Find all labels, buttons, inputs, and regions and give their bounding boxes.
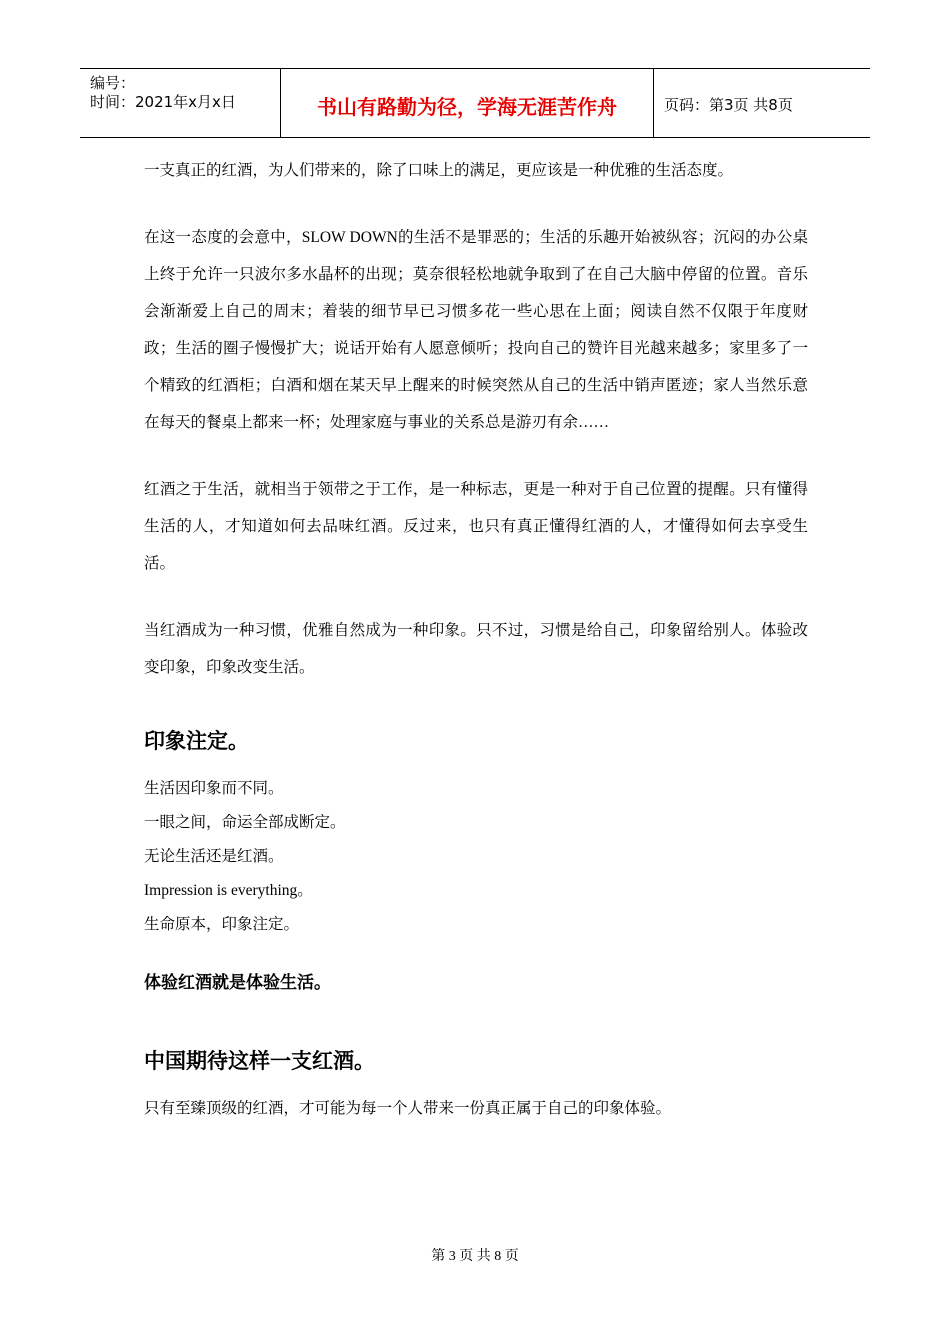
china-paragraph: 只有至臻顶级的红酒，才可能为每一个人带来一份真正属于自己的印象体验。 [144,1100,672,1117]
paragraph-3: 红酒之于生活，就相当于领带之于工作，是一种标志，更是一种对于自己位置的提醒。只有懂得生活的人，才知道如何去品味红酒。反过来，也只有真正懂得红酒的人，才懂得如何去享受生活。 [144,481,808,572]
section-heading-impression: 印象注定。 [144,729,249,753]
header-page-cell [654,69,870,137]
page-footer: 第 3 页 共 8 页 [431,1249,519,1264]
impression-line: 一眼之间，命运全部成断定。 [144,814,346,831]
section-heading-china: 中国期待这样一支红酒。 [144,1049,375,1073]
impression-lines [144,772,808,942]
page-label: 页码：第3页 共8页 [664,96,793,114]
document-body [144,152,808,1126]
paragraph-4: 当红酒成为一种习惯，优雅自然成为一种印象。只不过，习惯是给自己，印象留给别人。体验改变印象，印象改变生活。 [144,622,808,676]
header-motto-cell [281,69,654,137]
number-label: 编号： [90,74,136,92]
bold-statement: 体验红酒就是体验生活。 [144,973,331,993]
impression-line: 生活因印象而不同。 [144,780,284,797]
impression-line: 生命原本，印象注定。 [144,916,300,933]
paragraph-2: 在这一态度的会意中，SLOW DOWN的生活不是罪恶的；生活的乐趣开始被纵容；沉闷的办公桌上终于允许一只波尔多水晶杯的出现；莫奈很轻松地就争取到了在自己大脑中停留的位置。音乐会渐渐爱上自己的周末；着装的细节早已习惯多花一些心思在上面；阅读自然不仅限于年度财政；生活的圈子慢慢扩大；说话开始有人愿意倾听；投向自己的赞许目光越来越多；家里多了一个精致的红酒柜；白酒和烟在某天早上醒来的时候突然从自己的生活中销声匿迹；家人当然乐意在每天的餐桌上都来一杯；处理家庭与事业的关系总是游刃有余…… [144,229,808,431]
impression-line: 无论生活还是红酒。 [144,848,284,865]
time-label: 时间：2021年x月x日 [90,93,236,111]
paragraph-1: 一支真正的红酒，为人们带来的，除了口味上的满足，更应该是一种优雅的生活态度。 [144,162,734,179]
motto: 书山有路勤为径，学海无涯苦作舟 [317,95,617,119]
header-info-cell [80,69,281,137]
impression-line: Impression is everything。 [144,882,313,899]
header-table [80,68,870,138]
